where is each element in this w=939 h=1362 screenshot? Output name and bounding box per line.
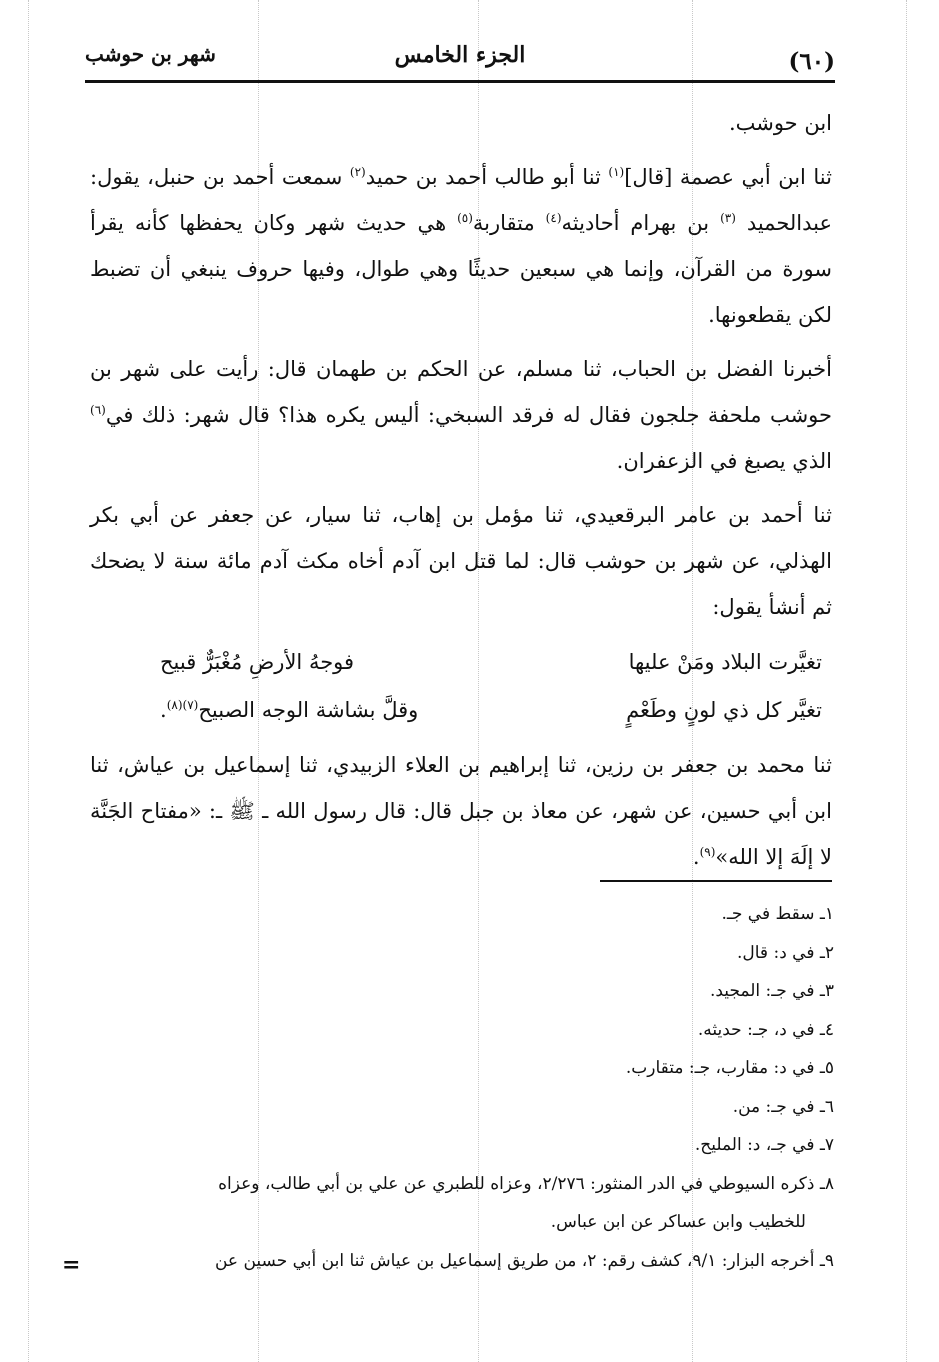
footnote: ٩ـ أخرجه البزار: ٩/١، كشف رقم: ٢، من طريق إسماعيل بن عياش ثنا ابن أبي حسين عن <box>214 1250 834 1271</box>
scan-guide-line <box>28 0 29 1362</box>
poem-verse <box>90 638 832 686</box>
footnotes <box>60 895 834 1280</box>
footnote: ٥ـ في د: مقارب، جـ: متقارب. <box>625 1058 834 1078</box>
paragraph: ثنا ابن أبي عصمة [قال]$^{(١)}$ ثنا أبو طالب أحمد بن حميد$^{(٢)}$ سمعت أحمد بن حنبل، يقول: عبدالحميد $^{(٣)}$ بن بهرام أحاديثه$^{(٤)}$ متقاربة$^{(٥)}$ هي حديث شهر وكان يحفظها كأنه يقرأ سورة من القرآن، وإنما هي سبعين حديثًا وهي طوال، وفيها حروف ينبغي أن تضبط لكن يقطعونها. <box>90 165 832 327</box>
footnote-ref: (١) <box>608 165 625 179</box>
page-number: (٦٠) <box>788 48 835 75</box>
footnote: ٦ـ في جـ: من. <box>732 1096 834 1117</box>
footnote: ٤ـ في د، جـ: حديثه. <box>697 1019 834 1040</box>
footnote-ref: (٢) <box>349 165 366 179</box>
paragraph: ابن حوشب. <box>728 111 832 135</box>
footnote: ١ـ سقط في جـ. <box>721 904 834 924</box>
paragraph: ثنا محمد بن جعفر بن رزين، ثنا إبراهيم بن العلاء الزبيدي، ثنا إسماعيل بن عياش، ثنا ابن أبي حسين، عن شهر، عن معاذ بن جبل قال: قال رسول الله ـ ﷺ ـ: «مفتاح الجَنَّة لا إلَهَ إلا الله»$^{(٩)}$. <box>90 753 832 869</box>
footnote-ref: (٥) <box>457 211 473 225</box>
poem-verse <box>90 686 832 734</box>
part-title: الجزء الخامس <box>394 42 526 68</box>
verse-hemistich: وقلَّ بشاشة الوجه الصبيح$^{(٧)(٨)}$. <box>160 698 419 722</box>
paragraph: أخبرنا الفضل بن الحباب، ثنا مسلم، عن الحكم بن طهمان قال: رأيت على شهر بن حوشب ملحفة جلجون فقال له فرقد السبخي: أليس يكره هذا؟ قال شهر: ذلك في$^{(٦)}$ الذي يصبغ في الزعفران. <box>90 357 832 473</box>
footnote-ref: (٧) <box>182 698 199 712</box>
scan-guide-line <box>906 0 907 1362</box>
continuation-mark: = <box>62 1252 81 1278</box>
footnote: ٨ـ ذكره السيوطي في الدر المنثور: ٢/٢٧٦، وعزاه للطبري عن علي بن أبي طالب، وعزاه <box>218 1173 834 1194</box>
footnote-ref: (٣) <box>720 211 736 225</box>
chapter-title: شهر بن حوشب <box>85 42 216 66</box>
verse-hemistich: تغيَّرت البلاد ومَنْ عليها <box>628 650 822 674</box>
running-header <box>85 40 835 80</box>
footnote: ٣ـ في جـ: المجيد. <box>709 981 834 1001</box>
footnote: ٧ـ في جـ، د: المليح. <box>694 1135 834 1155</box>
footnote-ref: (٤) <box>545 211 562 225</box>
header-rule <box>85 80 835 83</box>
footnote-separator <box>600 880 832 882</box>
verse-hemistich: تغيَّر كل ذي لونٍ وطَعْمٍ <box>626 698 822 722</box>
footnote-ref: (٩) <box>699 845 716 859</box>
main-text <box>90 100 832 888</box>
footnote-continuation: للخطيب وابن عساكر عن ابن عباس. <box>550 1212 806 1232</box>
footnote-ref: (٨) <box>166 698 183 712</box>
footnote-ref: (٦) <box>90 403 106 417</box>
paragraph: ثنا أحمد بن عامر البرقعيدي، ثنا مؤمل بن إهاب، ثنا سيار، عن جعفر عن أبي بكر الهذلي، عن شهر بن حوشب قال: لما قتل ابن آدم أخاه مكث آدم مائة سنة لا يضحك ثم أنشأ يقول: <box>90 503 832 619</box>
footnote: ٢ـ في د: قال. <box>737 942 834 963</box>
verse-hemistich: فوجهُ الأرضِ مُغْبَرٌّ قبيح <box>160 650 355 674</box>
